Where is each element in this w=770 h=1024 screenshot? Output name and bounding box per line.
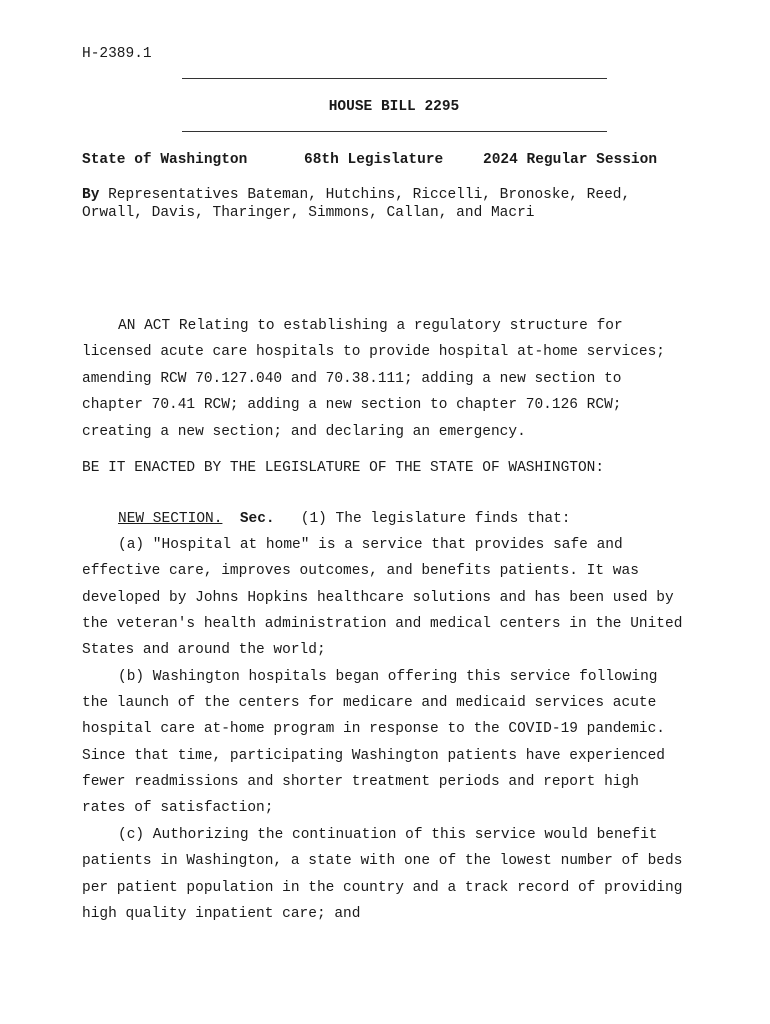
act-line: amending RCW 70.127.040 and 70.38.111; adding a new section to [82,371,622,387]
section-line: (c) Authorizing the continuation of this service would benefit [118,827,658,843]
bill-title: HOUSE BILL 2295 [328,99,460,115]
act-line: creating a new section; and declaring an emergency. [82,424,526,440]
act-line: chapter 70.41 RCW; adding a new section to chapter 70.126 RCW; [82,397,622,413]
section-heading [118,511,571,527]
section-line: patients in Washington, a state with one of the lowest number of beds [82,853,683,869]
section-line: per patient population in the country and a track record of providing [82,880,683,896]
sponsors-text-1: Representatives Bateman, Hutchins, Riccelli, Bronoske, Reed, [99,187,631,203]
section-line: effective care, improves outcomes, and benefits patients. It was [82,563,639,579]
section-line: Since that time, participating Washington patients have experienced [82,748,665,764]
section-line: (a) "Hospital at home" is a service that provides safe and [118,537,623,553]
enacting-clause: BE IT ENACTED BY THE LEGISLATURE OF THE STATE OF WASHINGTON: [82,460,605,476]
new-section-label: NEW SECTION. [118,511,223,527]
session-legislature: 68th Legislature [304,152,444,168]
session-year: 2024 Regular Session [483,152,658,168]
section-line: States and around the world; [82,642,326,658]
sponsors-by-label: By [82,187,100,203]
section-line: hospital care at-home program in response to the COVID-19 pandemic. [82,721,665,737]
sponsors-line-1 [82,187,630,203]
document-id: H-2389.1 [82,46,152,62]
act-line: licensed acute care hospitals to provide hospital at-home services; [82,344,665,360]
top-rule [182,78,607,79]
section-line: rates of satisfaction; [82,800,274,816]
session-state: State of Washington [82,152,248,168]
sec-label: Sec. [239,511,275,527]
section-line: fewer readmissions and shorter treatment periods and report high [82,774,639,790]
section-line: (b) Washington hospitals began offering this service following [118,669,658,685]
section-line: developed by Johns Hopkins healthcare solutions and has been used by [82,590,674,606]
act-line: AN ACT Relating to establishing a regulatory structure for [118,318,623,334]
section-intro: (1) The legislature finds that: [300,511,571,527]
bottom-rule [182,131,607,132]
section-line: the veteran's health administration and medical centers in the United [82,616,683,632]
section-line: the launch of the centers for medicare and medicaid services acute [82,695,657,711]
sponsors-line-2: Orwall, Davis, Tharinger, Simmons, Callan, and Macri [82,205,535,221]
section-line: high quality inpatient care; and [82,906,361,922]
